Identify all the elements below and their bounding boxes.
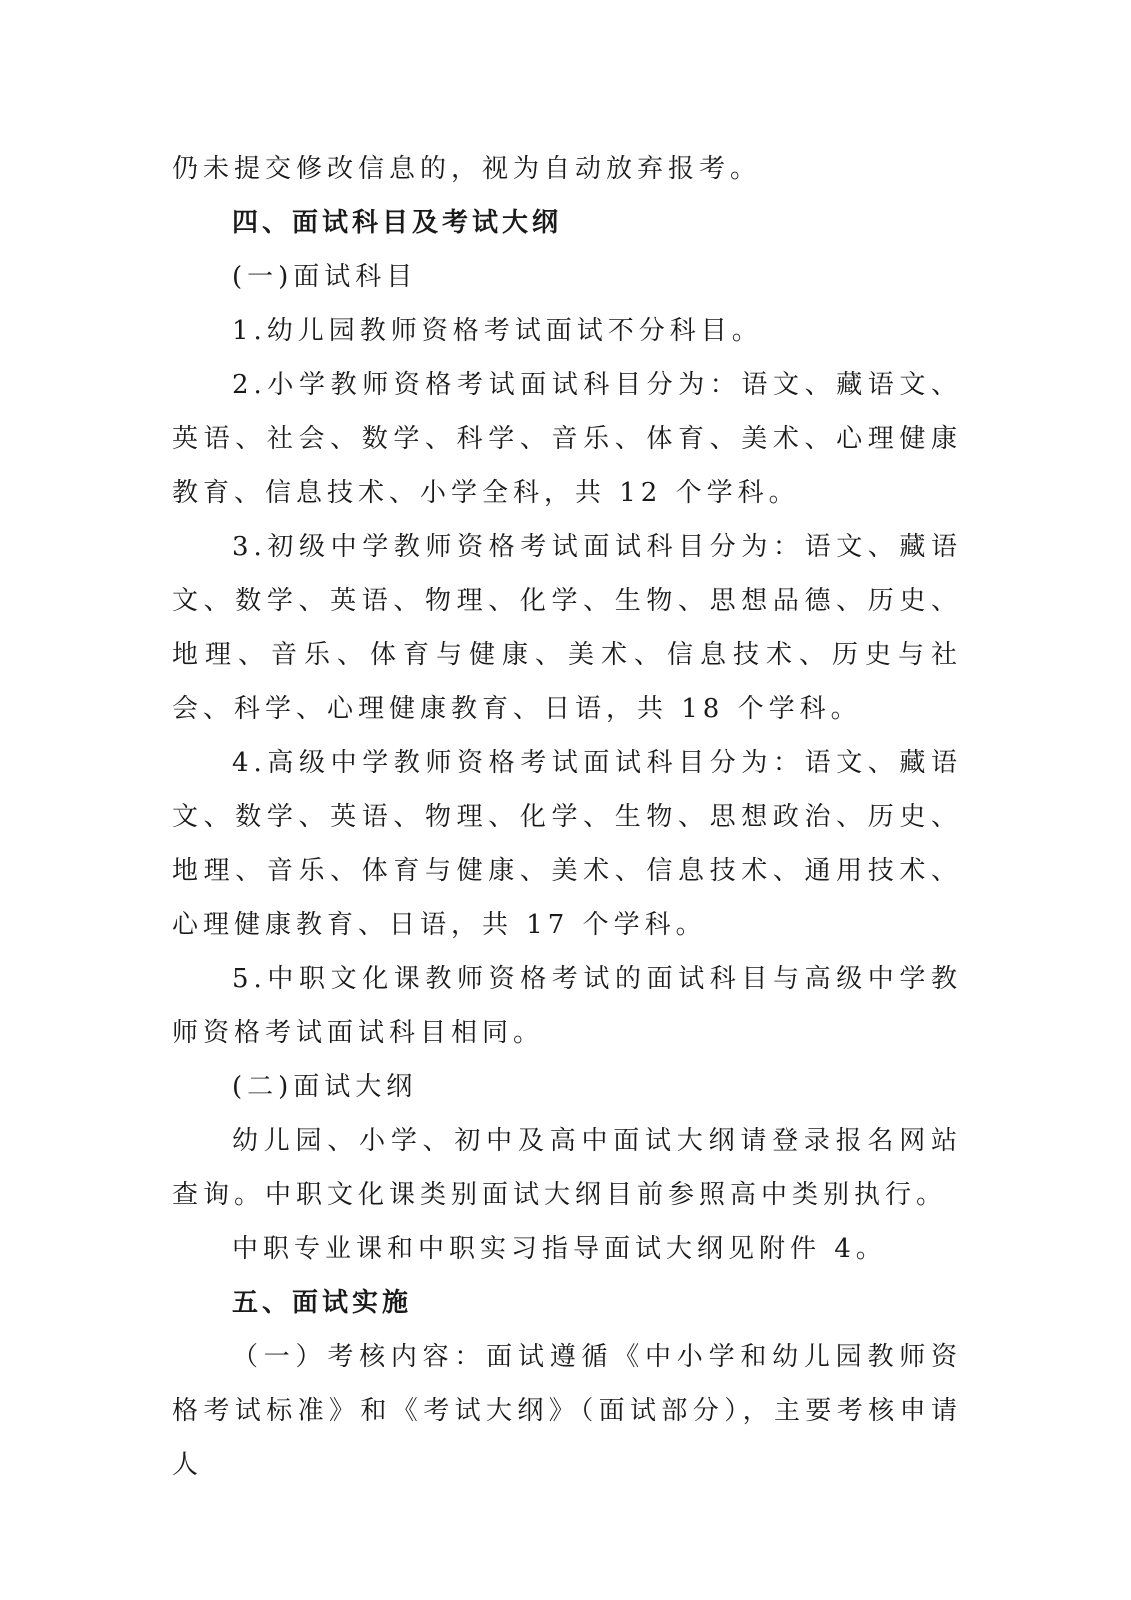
subsection-heading: (一)面试科目 [232, 262, 418, 292]
body-paragraph: 4.高级中学教师资格考试面试科目分为：语文、藏语文、数学、英语、物理、化学、生物、思想政治、历史、地理、音乐、体育与健康、美术、信息技术、通用技术、心理健康教育、日语，共 17 个学科。 [172, 748, 962, 940]
body-paragraph: 2.小学教师资格考试面试科目分为：语文、藏语文、英语、社会、数学、科学、音乐、体育、美术、心理健康教育、信息技术、小学全科，共 12 个学科。 [172, 370, 962, 508]
body-paragraph: 中职专业课和中职实习指导面试大纲见附件 4。 [232, 1234, 887, 1264]
body-paragraph: 5.中职文化课教师资格考试的面试科目与高级中学教师资格考试面试科目相同。 [172, 964, 962, 1048]
section-heading: 四、面试科目及考试大纲 [232, 208, 563, 238]
body-paragraph: 幼儿园、小学、初中及高中面试大纲请登录报名网站查询。中职文化课类别面试大纲目前参照高中类别执行。 [172, 1126, 962, 1210]
body-paragraph: 3.初级中学教师资格考试面试科目分为：语文、藏语文、数学、英语、物理、化学、生物、思想品德、历史、地理、音乐、体育与健康、美术、信息技术、历史与社会、科学、心理健康教育、日语，共 18 个学科。 [172, 532, 962, 724]
body-paragraph: （一）考核内容：面试遵循《中小学和幼儿园教师资格考试标准》和《考试大纲》（面试部分），主要考核申请人 [172, 1342, 962, 1480]
document-page [172, 142, 962, 1492]
section-heading: 五、面试实施 [232, 1288, 413, 1318]
body-paragraph: 1.幼儿园教师资格考试面试不分科目。 [232, 316, 763, 346]
body-paragraph: 仍未提交修改信息的，视为自动放弃报考。 [172, 154, 762, 184]
subsection-heading: (二)面试大纲 [232, 1072, 418, 1102]
